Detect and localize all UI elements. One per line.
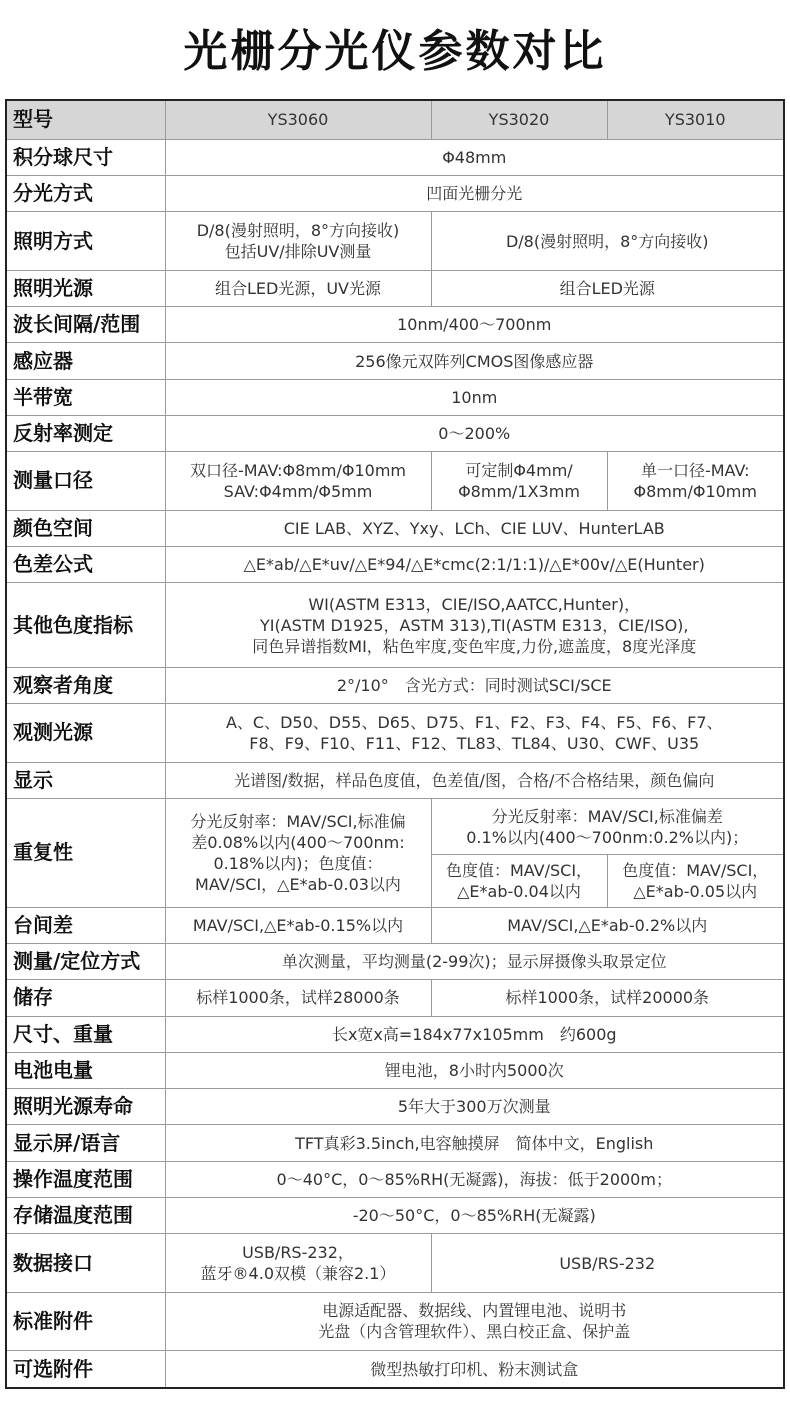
row-label: 型号 <box>7 101 165 139</box>
value-ys3060 <box>165 452 431 510</box>
model-ys3060: YS3060 <box>165 101 431 139</box>
table-row <box>7 1234 783 1292</box>
text-line: YI(ASTM D1925，ASTM 313),TI(ASTM E313，CIE/ISO), <box>259 615 689 635</box>
text-line: 光盘（内含管理软件）、黑白校正盒、保护盖 <box>318 1322 631 1342</box>
table-row <box>7 944 783 980</box>
text-line: A、C、D50、D55、D65、D75、F1、F2、F3、F4、F5、F6、F7、 <box>225 712 723 732</box>
table-row <box>7 980 783 1016</box>
row-value: △E*ab/△E*uv/△E*94/△E*cmc(2:1/1:1)/△E*00v/△E(Hunter) <box>165 546 783 582</box>
row-label: 储存 <box>7 980 165 1016</box>
table-header-row <box>7 101 783 139</box>
text-line: WI(ASTM E313，CIE/ISO,AATCC,Hunter)， <box>308 594 641 614</box>
row-label: 积分球尺寸 <box>7 139 165 175</box>
row-label: 标准附件 <box>7 1292 165 1350</box>
row-value: 凹面光栅分光 <box>165 176 783 212</box>
table-row <box>7 139 783 175</box>
text-line: 单一口径-MAV: <box>640 460 750 480</box>
text-line: 色度值：MAV/SCI， <box>622 861 769 881</box>
row-value: 10nm/400～700nm <box>165 307 783 343</box>
table-row <box>7 379 783 415</box>
value-ys3020 <box>431 452 607 510</box>
row-label: 感应器 <box>7 343 165 379</box>
table-row <box>7 1351 783 1387</box>
row-value: Φ48mm <box>165 139 783 175</box>
text-line: 双口径-MAV:Φ8mm/Φ10mm <box>190 460 406 480</box>
table-row <box>7 1052 783 1088</box>
table-row <box>7 176 783 212</box>
text-line: Φ8mm/1X3mm <box>458 481 580 501</box>
value-ys3020-ys3010: 组合LED光源 <box>431 270 783 306</box>
row-value: 锂电池，8小时内5000次 <box>165 1052 783 1088</box>
page-title: 光栅分光仪参数对比 <box>183 26 607 77</box>
row-label: 尺寸、重量 <box>7 1016 165 1052</box>
table-row <box>7 583 783 668</box>
row-label: 照明光源寿命 <box>7 1089 165 1125</box>
text-line: 包括UV/排除UV测量 <box>224 242 372 262</box>
row-value: 0～40°C，0～85%RH(无凝露)，海拔：低于2000m； <box>165 1161 783 1197</box>
row-label: 其他色度指标 <box>7 583 165 668</box>
value-ys3010 <box>607 855 783 907</box>
row-value: 2°/10° 含光方式：同时测试SCI/SCE <box>165 667 783 703</box>
table-row <box>7 1161 783 1197</box>
table-row <box>7 270 783 306</box>
table-row <box>7 704 783 762</box>
text-line: △E*ab-0.05以内 <box>633 882 758 902</box>
row-value: 256像元双阵列CMOS图像感应器 <box>165 343 783 379</box>
row-value: 光谱图/数据，样品色度值，色差值/图，合格/不合格结果，颜色偏向 <box>165 762 783 798</box>
row-label: 电池电量 <box>7 1052 165 1088</box>
row-value: 单次测量，平均测量(2-99次)；显示屏摄像头取景定位 <box>165 944 783 980</box>
spec-table <box>7 101 783 1387</box>
text-line: F8、F9、F10、F11、F12、TL83、TL84、U30、CWF、U35 <box>249 733 700 753</box>
text-line: D/8(漫射照明，8°方向接收) <box>196 221 400 241</box>
value-ys3020-ys3010 <box>431 798 783 854</box>
row-label: 反射率测定 <box>7 415 165 451</box>
text-line: 同色异谱指数MI，粘色牢度,变色牢度,力份,遮盖度，8度光泽度 <box>252 636 697 656</box>
table-row <box>7 667 783 703</box>
text-line: 可定制Φ4mm/ <box>465 460 573 480</box>
row-label: 显示屏/语言 <box>7 1125 165 1161</box>
row-label: 数据接口 <box>7 1234 165 1292</box>
text-line: USB/RS-232， <box>242 1243 354 1262</box>
text-line: 分光反射率：MAV/SCI,标准偏差 <box>491 806 723 826</box>
row-label: 色差公式 <box>7 546 165 582</box>
text-line: △E*ab-0.04以内 <box>457 882 581 902</box>
row-label: 存储温度范围 <box>7 1198 165 1234</box>
row-value: -20～50°C，0～85%RH(无凝露) <box>165 1198 783 1234</box>
row-value <box>165 704 783 762</box>
row-label: 照明光源 <box>7 270 165 306</box>
row-label: 半带宽 <box>7 379 165 415</box>
row-value: TFT真彩3.5inch,电容触摸屏 简体中文，English <box>165 1125 783 1161</box>
row-value: CIE LAB、XYZ、Yxy、LCh、CIE LUV、HunterLAB <box>165 510 783 546</box>
table-row <box>7 343 783 379</box>
row-label: 测量口径 <box>7 452 165 510</box>
table-row <box>7 1198 783 1234</box>
table-row <box>7 762 783 798</box>
text-line: 分光反射率：MAV/SCI,标准偏 <box>190 811 406 831</box>
value-ys3060: MAV/SCI,△E*ab-0.15%以内 <box>165 907 431 943</box>
value-ys3020-ys3010: MAV/SCI,△E*ab-0.2%以内 <box>431 907 783 943</box>
row-value <box>165 583 783 668</box>
value-ys3020-ys3010: 标样1000条，试样20000条 <box>431 980 783 1016</box>
value-ys3020-ys3010: USB/RS-232 <box>431 1234 783 1292</box>
row-label: 观测光源 <box>7 704 165 762</box>
row-label: 观察者角度 <box>7 667 165 703</box>
table-row <box>7 307 783 343</box>
row-value: 10nm <box>165 379 783 415</box>
table-row <box>7 1292 783 1350</box>
table-row <box>7 907 783 943</box>
text-line: 0.18%以内)；色度值： <box>213 853 383 873</box>
table-row <box>7 1089 783 1125</box>
row-label: 测量/定位方式 <box>7 944 165 980</box>
table-row <box>7 1125 783 1161</box>
value-ys3060: 组合LED光源，UV光源 <box>165 270 431 306</box>
row-value: 5年大于300万次测量 <box>165 1089 783 1125</box>
model-ys3010: YS3010 <box>607 101 783 139</box>
row-label: 分光方式 <box>7 176 165 212</box>
text-line: SAV:Φ4mm/Φ5mm <box>223 481 373 501</box>
value-ys3060 <box>165 212 431 270</box>
value-ys3010 <box>607 452 783 510</box>
row-value <box>165 1292 783 1350</box>
table-row <box>7 1016 783 1052</box>
row-label: 操作温度范围 <box>7 1161 165 1197</box>
model-ys3020: YS3020 <box>431 101 607 139</box>
row-label: 重复性 <box>7 798 165 907</box>
row-value: 微型热敏打印机、粉末测试盒 <box>165 1351 783 1387</box>
text-line: 电源适配器、数据线、内置锂电池、说明书 <box>322 1301 627 1321</box>
table-row <box>7 212 783 270</box>
table-row <box>7 415 783 451</box>
value-ys3060 <box>165 1234 431 1292</box>
row-label: 可选附件 <box>7 1351 165 1387</box>
text-line: Φ8mm/Φ10mm <box>633 481 757 501</box>
text-line: 色度值：MAV/SCI， <box>445 861 593 881</box>
value-ys3060 <box>165 798 431 907</box>
row-label: 照明方式 <box>7 212 165 270</box>
table-row <box>7 510 783 546</box>
text-line: 蓝牙®4.0双模（兼容2.1） <box>200 1264 396 1283</box>
value-ys3060: 标样1000条，试样28000条 <box>165 980 431 1016</box>
spec-table-frame <box>5 99 785 1389</box>
row-label: 波长间隔/范围 <box>7 307 165 343</box>
row-label: 颜色空间 <box>7 510 165 546</box>
table-row <box>7 546 783 582</box>
row-value: 0～200% <box>165 415 783 451</box>
text-line: MAV/SCI，△E*ab-0.03以内 <box>195 874 401 894</box>
row-label: 显示 <box>7 762 165 798</box>
table-row <box>7 798 783 854</box>
value-ys3020 <box>431 855 607 907</box>
text-line: 0.1%以内(400～700nm:0.2%以内)； <box>466 827 749 847</box>
value-ys3020-ys3010: D/8(漫射照明，8°方向接收) <box>431 212 783 270</box>
row-label: 台间差 <box>7 907 165 943</box>
text-line: 差0.08%以内(400～700nm: <box>191 832 405 852</box>
row-value: 长x宽x高=184x77x105mm 约600g <box>165 1016 783 1052</box>
table-row <box>7 452 783 510</box>
